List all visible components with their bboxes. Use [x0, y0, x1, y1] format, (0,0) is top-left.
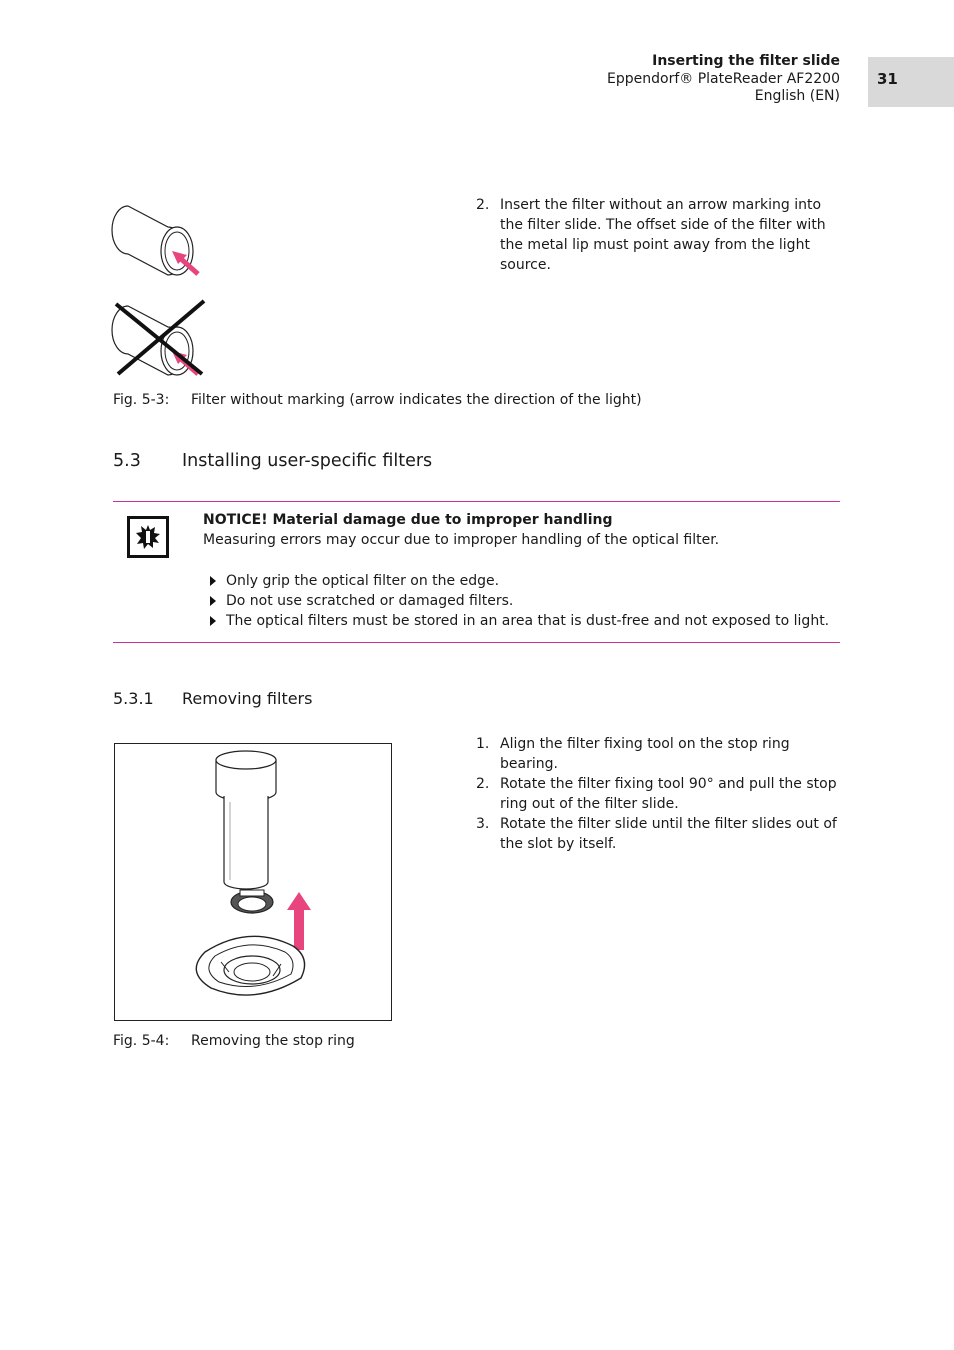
stop-ring-figure [114, 743, 392, 1021]
notice-rule-bottom [113, 642, 840, 643]
figure-caption-5-3: Fig. 5-3: Filter without marking (arrow indicates the direction of the light) [113, 392, 642, 408]
filter-correct-illustration [110, 198, 210, 280]
list-item: Do not use scratched or damaged filters. [203, 591, 829, 611]
section-heading-5-3: 5.3 Installing user-specific filters [113, 451, 433, 471]
list-item: 2. Insert the filter without an arrow marking into the filter slide. The offset side of the filter with the metal lip must point away from the light source. [476, 197, 826, 273]
figure-caption-5-4: Fig. 5-4: Removing the stop ring [113, 1033, 355, 1049]
section-heading-5-3-1: 5.3.1 Removing filters [113, 689, 313, 708]
header-product: Eppendorf® PlateReader AF2200 [607, 71, 840, 87]
insert-step-list [476, 195, 842, 275]
list-item: 3. Rotate the filter slide until the filter slides out of the slot by itself. [476, 816, 837, 852]
list-item: 1. Align the filter fixing tool on the stop ring bearing. [476, 736, 790, 772]
page-number: 31 [877, 70, 898, 88]
bullet-arrow-icon [208, 616, 218, 626]
removing-step-list [476, 734, 842, 854]
list-item: 2. Rotate the filter fixing tool 90° and pull the stop ring out of the filter slide. [476, 776, 837, 812]
list-item: Only grip the optical filter on the edge. [203, 571, 829, 591]
pull-up-arrow-icon [294, 908, 304, 950]
notice-body: Measuring errors may occur due to improper handling of the optical filter. [203, 532, 720, 548]
header-language: English (EN) [754, 88, 840, 104]
bullet-arrow-icon [208, 576, 218, 586]
notice-bullet-list [203, 571, 829, 631]
page-number-tab [868, 57, 954, 107]
notice-title: NOTICE! Material damage due to improper handling [203, 512, 613, 528]
bullet-arrow-icon [208, 596, 218, 606]
stop-ring-illustration [115, 744, 391, 1020]
material-damage-icon [127, 516, 169, 558]
notice-rule-top [113, 501, 840, 502]
filter-wrong-illustration [110, 298, 210, 380]
header-section-title: Inserting the filter slide [652, 53, 840, 69]
list-item: The optical filters must be stored in an area that is dust-free and not exposed to light. [203, 611, 829, 631]
